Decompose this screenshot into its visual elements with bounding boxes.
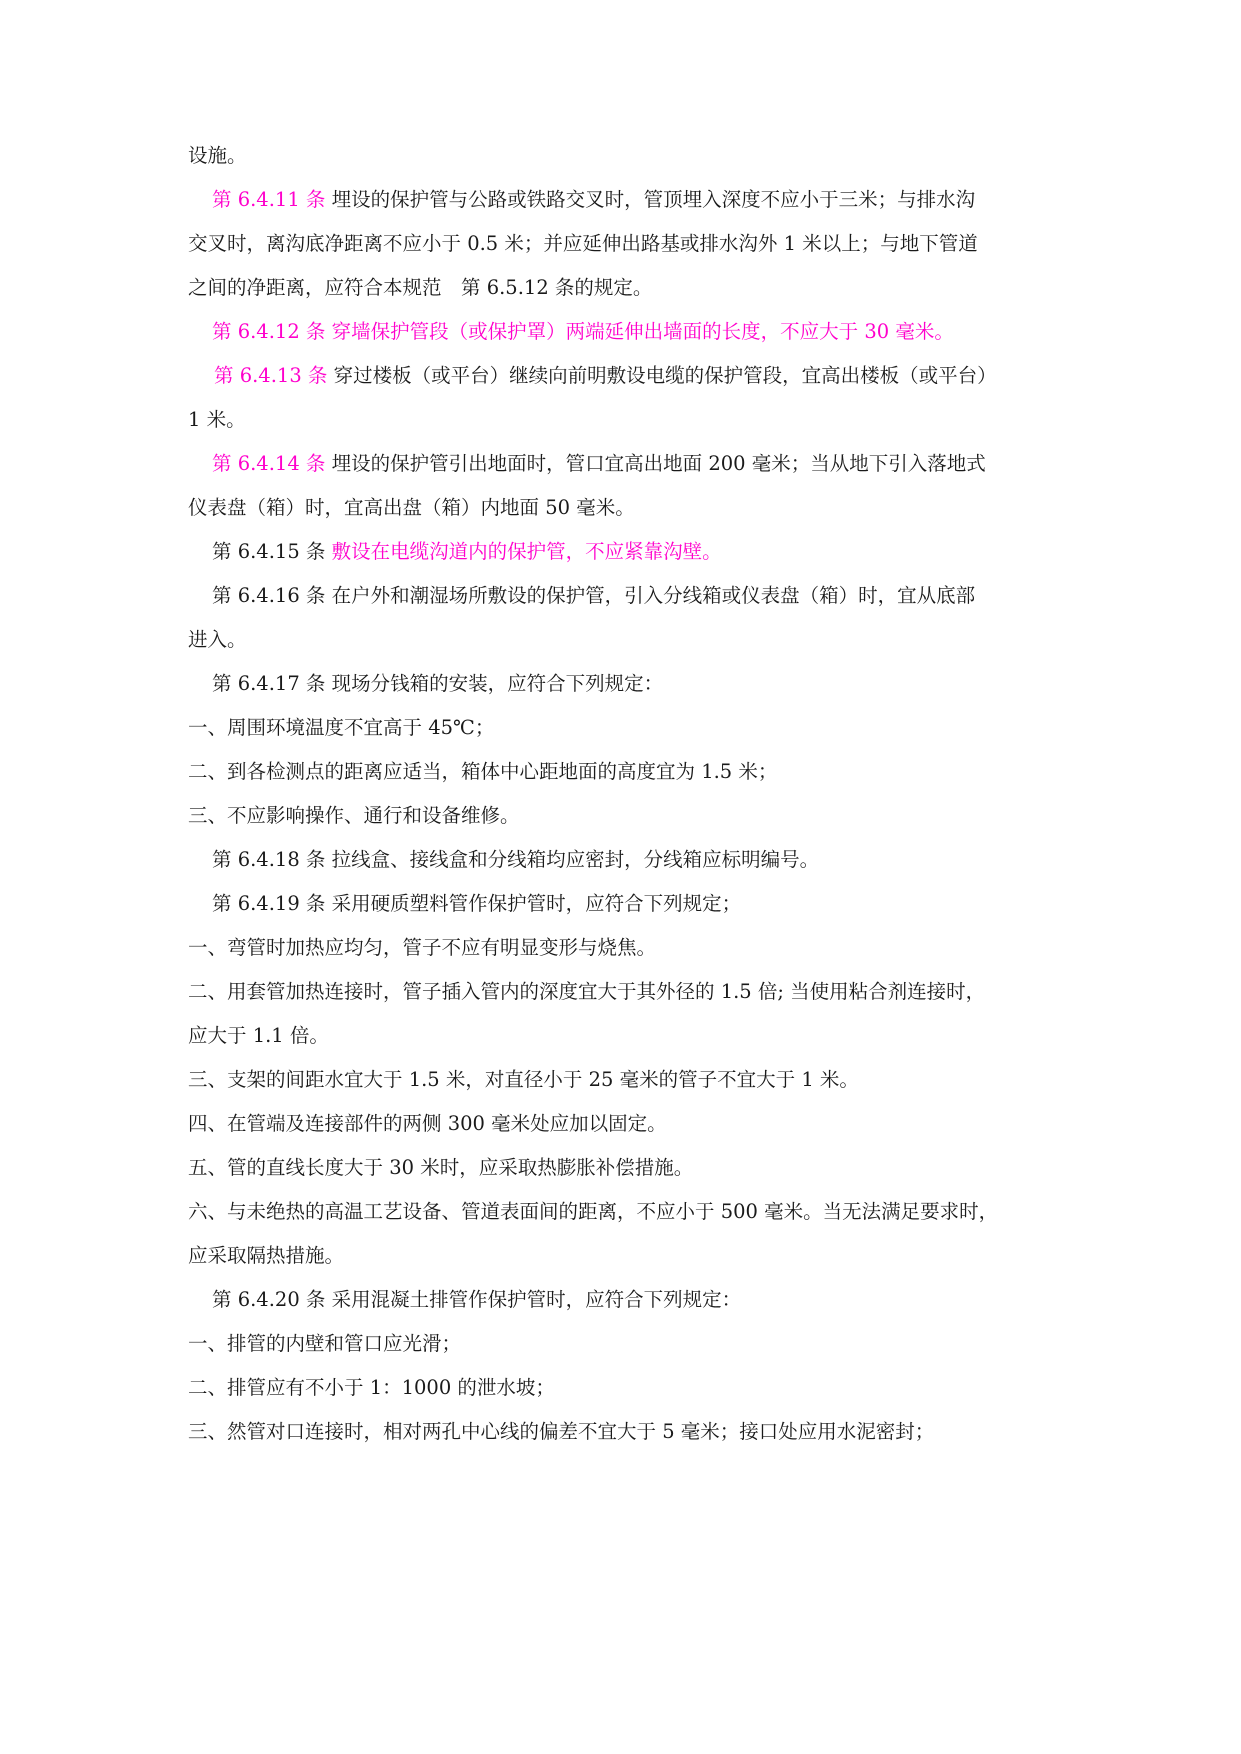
list-item: 三、支架的间距水宜大于 1.5 米，对直径小于 25 毫米的管子不宜大于 1 米。 [188,1068,859,1091]
list-item: 三、不应影响操作、通行和设备维修。 [188,804,520,827]
list-item: 六、与未绝热的高温工艺设备、管道表面间的距离，不应小于 500 毫米。当无法满足要求时， [188,1200,999,1223]
list-item: 四、在管端及连接部件的两侧 300 毫米处应加以固定。 [188,1112,667,1135]
list-item: 一、弯管时加热应均匀，管子不应有明显变形与烧焦。 [188,936,657,959]
list-item: 三、然管对口连接时，相对两孔中心线的偏差不宜大于 5 毫米；接口处应用水泥密封； [188,1420,935,1443]
clause-6-4-19: 第 6.4.19 条 采用硬质塑料管作保护管时，应符合下列规定； [212,892,742,915]
clause-6-4-14: 第 6.4.14 条 埋设的保护管引出地面时，管口宜高出地面 200 毫米；当从地下引入落地式 [212,452,986,475]
clause-text-highlighted: 第 6.4.12 条 穿墙保护管段（或保护罩）两端延伸出墙面的长度，不应大于 30 毫米。 [212,320,954,343]
clause-6-4-15 [212,540,1092,564]
clause-text-highlighted: 敷设在电缆沟道内的保护管，不应紧靠沟壁。 [331,540,722,563]
clause-6-4-13: 第 6.4.13 条 穿过楼板（或平台）继续向前明敷设电缆的保护管段，宜高出楼板（或平台） [214,364,997,387]
text-line: 应大于 1.1 倍。 [188,1024,329,1047]
clause-6-4-12 [212,320,1092,344]
text-line: 1 米。 [188,408,246,431]
list-item: 一、周围环境温度不宜高于 45℃； [188,716,495,739]
list-item: 二、用套管加热连接时，管子插入管内的深度宜大于其外径的 1.5 倍; 当使用粘合剂连接时， [188,980,986,1003]
list-item: 二、到各检测点的距离应适当，箱体中心距地面的高度宜为 1.5 米； [188,760,778,783]
clause-6-4-18: 第 6.4.18 条 拉线盒、接线盒和分线箱均应密封，分线箱应标明编号。 [212,848,820,871]
list-item: 一、排管的内壁和管口应光滑； [188,1332,462,1355]
text-line: 应采取隔热措施。 [188,1244,345,1267]
clause-number: 第 6.4.11 条 [212,188,326,211]
text-line: 设施。 [188,144,247,167]
text-line: 交叉时，离沟底净距离不应小于 0.5 米；并应延伸出路基或排水沟外 1 米以上；与地下管道 [188,232,978,255]
clause-6-4-11: 第 6.4.11 条 埋设的保护管与公路或铁路交叉时，管顶埋入深度不应小于三米；与排水沟 [212,188,976,211]
clause-6-4-16: 第 6.4.16 条 在户外和潮湿场所敷设的保护管，引入分线箱或仪表盘（箱）时，宜从底部 [212,584,976,607]
list-item: 五、管的直线长度大于 30 米时，应采取热膨胀补偿措施。 [188,1156,694,1179]
clause-6-4-17: 第 6.4.17 条 现场分钱箱的安装，应符合下列规定： [212,672,664,695]
clause-number: 第 6.4.13 条 [214,364,328,387]
text-line: 仪表盘（箱）时，宜高出盘（箱）内地面 50 毫米。 [188,496,635,519]
clause-number: 第 6.4.14 条 [212,452,326,475]
text-line: 进入。 [188,628,247,651]
list-item: 二、排管应有不小于 1：1000 的泄水坡； [188,1376,555,1399]
text-line: 之间的净距离，应符合本规范 第 6.5.12 条的规定。 [188,276,653,299]
clause-6-4-20: 第 6.4.20 条 采用混凝土排管作保护管时，应符合下列规定： [212,1288,742,1311]
clause-number: 第 6.4.15 条 [212,540,332,563]
